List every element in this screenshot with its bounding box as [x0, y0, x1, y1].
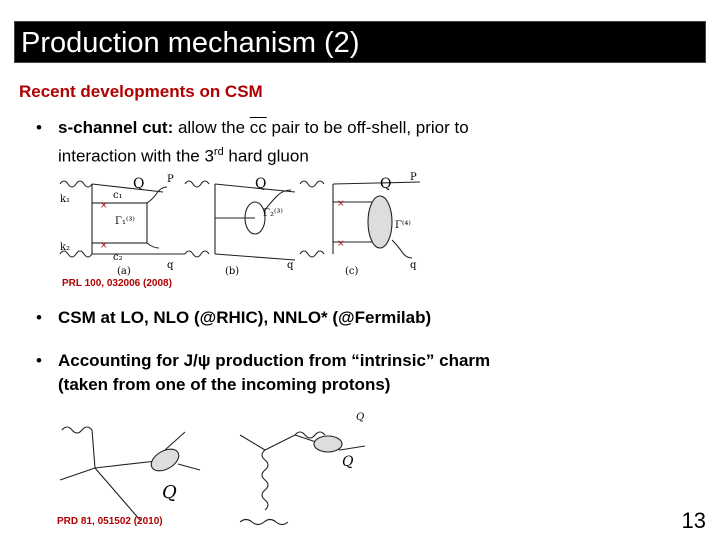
gluon-line	[240, 520, 288, 525]
bullet1-sup: rd	[213, 146, 224, 158]
label-k2: k₂	[60, 242, 71, 253]
gluon-line	[60, 181, 92, 187]
label-P-c: P	[410, 172, 417, 183]
gluon-line	[300, 181, 324, 187]
cut-mark: ×	[100, 241, 108, 251]
page-number: 13	[681, 508, 706, 533]
quark-line	[178, 464, 200, 470]
bullet-text	[58, 349, 490, 397]
gluon-line	[147, 243, 159, 248]
cut-mark: ×	[337, 199, 345, 209]
quark-line	[215, 254, 295, 260]
label-a: (a)	[117, 266, 131, 277]
feynman-diagrams-intrinsic-charm	[50, 410, 370, 530]
bullet1-pre: allow the	[173, 118, 250, 137]
bullet1-line2-post: hard gluon	[223, 146, 309, 166]
feynman-diagrams-s-channel	[55, 170, 425, 280]
vertex-blob	[314, 436, 342, 452]
label-c2: c₂	[113, 252, 123, 263]
title-bar	[14, 21, 706, 63]
slide-title: Production mechanism (2)	[21, 27, 360, 59]
label-g1: Γ₁⁽³⁾	[115, 216, 135, 227]
quark-line	[265, 435, 295, 450]
gluon-line	[262, 450, 268, 510]
label-q-c: q	[410, 260, 417, 271]
bullet3-line2: (taken from one of the incoming protons)	[58, 375, 391, 394]
gluon-line	[62, 427, 92, 433]
bullet-dot: •	[36, 351, 42, 370]
bullet-dot: •	[36, 118, 42, 137]
quark-line	[333, 182, 420, 184]
bullet-text	[58, 116, 469, 169]
bullet1-cc: $\overline{cc}$	[249, 118, 267, 137]
gluon-line	[147, 187, 167, 203]
cut-mark: ×	[337, 239, 345, 249]
quark-line	[60, 468, 95, 480]
bullet-text: CSM at LO, NLO (@RHIC), NNLO* (@Fermilab)	[58, 308, 432, 327]
bullet1-post: pair to be off-shell, prior to	[266, 118, 469, 137]
bullet3-line1: Accounting for J/ψ production from “intrinsic” charm	[58, 351, 491, 370]
quark-line	[95, 468, 140, 520]
label-Q-c: Q	[380, 176, 392, 192]
bullet-dot: •	[36, 308, 42, 327]
quark-line	[340, 446, 365, 450]
gluon-line	[185, 181, 209, 187]
quark-line	[92, 184, 163, 192]
bullet1-line2-pre: interaction with the 3	[58, 146, 214, 166]
label-c: (c)	[345, 266, 359, 277]
gluon-line	[300, 251, 324, 257]
label-k1: k₁	[60, 194, 71, 205]
label-P: P	[167, 174, 174, 185]
label-Q: Q	[133, 176, 145, 192]
gluon-line	[392, 240, 412, 258]
section-subtitle: Recent developments on CSM	[19, 82, 263, 101]
label-Q-left: Q	[162, 482, 177, 503]
label-g2: Γ₂⁽³⁾	[263, 208, 283, 219]
label-Q-top: Q	[356, 412, 365, 423]
label-c1: c₁	[113, 190, 123, 201]
quark-line	[240, 435, 265, 450]
cut-mark: ×	[100, 201, 108, 211]
label-q-b: q	[287, 260, 294, 271]
quark-line	[92, 430, 95, 468]
vertex-blob	[368, 196, 392, 248]
label-Q-right: Q	[342, 454, 354, 470]
reference-prd: PRD 81, 051502 (2010)	[57, 516, 163, 527]
label-b: (b)	[225, 266, 240, 277]
reference-prl: PRL 100, 032006 (2008)	[62, 278, 172, 289]
quark-line	[165, 432, 185, 450]
bullet1-bold: s-channel cut:	[58, 118, 174, 137]
label-Q-b: Q	[255, 176, 267, 192]
gluon-line	[185, 251, 209, 257]
gluon-line	[265, 190, 291, 210]
label-q: q	[167, 260, 174, 271]
label-g4: Γ⁽⁴⁾	[395, 220, 411, 231]
